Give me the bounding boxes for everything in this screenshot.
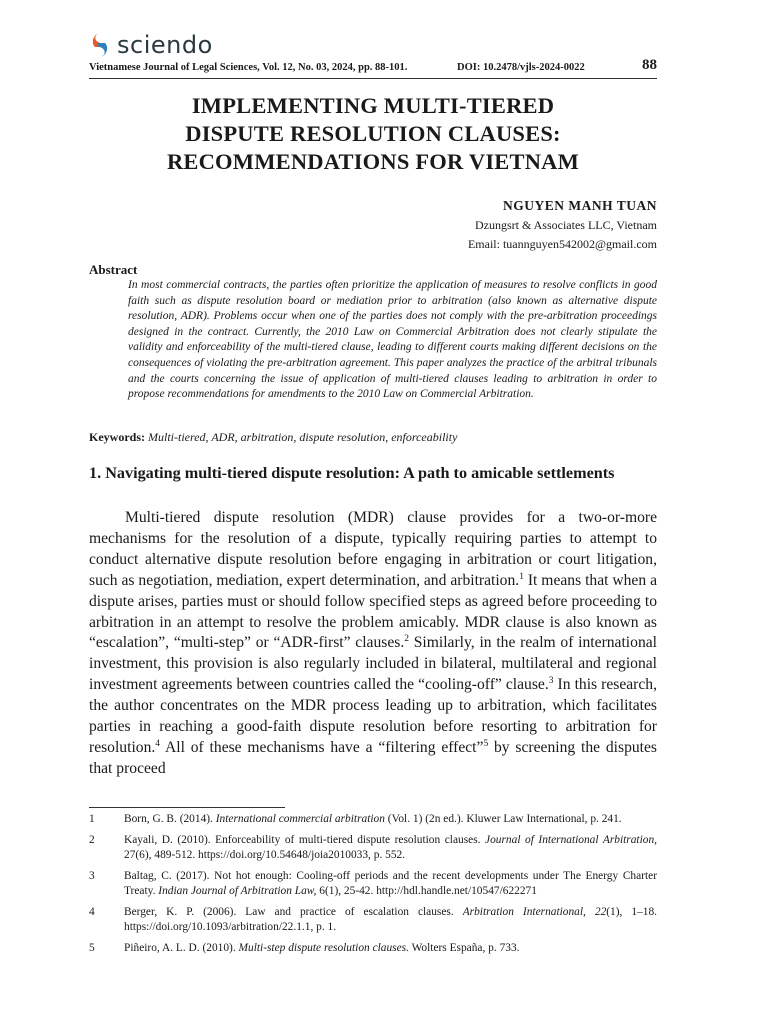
running-header: [89, 57, 657, 76]
sciendo-mark-icon: [89, 30, 111, 60]
footnote-ref[interactable]: 4: [155, 738, 161, 749]
footnote-segment: Piñeiro, A. L. D. (2010).: [124, 941, 239, 954]
title-line: RECOMMENDATIONS FOR VIETNAM: [166, 149, 580, 174]
paragraph-text: In this research, the author concentrates on the MDR process leading up to arbitration, which facilitates parties in reaching a good-faith dispute resolution before resorting to arbitration for resolution.: [89, 676, 657, 756]
doi-link[interactable]: DOI: 10.2478/vjls-2024-0022: [457, 62, 585, 73]
footnote-text: [124, 833, 657, 864]
footnote-title: Arbitration International, 22: [462, 905, 607, 918]
footnote-segment: Baltag, C. (2017). Not hot enough: Cooling-off periods and the recent developments under The Energy Charter Treaty.: [124, 869, 657, 897]
keywords-label: Keywords:: [89, 430, 145, 444]
footnote: [89, 905, 657, 936]
paragraph-text: Similarly, in the realm of international investment, this provision is also regularly included in bilateral, multilateral and regional investment agreements between countries called the “cooling-off” clause.: [89, 634, 657, 694]
title-line: DISPUTE RESOLUTION CLAUSES:: [185, 121, 561, 146]
footnote: [89, 812, 657, 828]
footnote-rule: [89, 807, 285, 808]
footnote-number: 4: [89, 905, 95, 918]
paragraph-text: All of these mechanisms have a “filtering effect”: [160, 738, 484, 756]
body-paragraph: [89, 508, 657, 780]
author-email[interactable]: Email: tuannguyen542002@gmail.com: [467, 237, 657, 251]
footnote-number: 5: [89, 941, 95, 954]
footnote: [89, 941, 657, 957]
footnote-title: Journal of International Arbitration,: [485, 833, 657, 846]
footnote-segment: 6(1), 25-42. http://hdl.handle.net/10547/622271: [316, 885, 537, 897]
footnote-text: [124, 812, 657, 828]
paragraph-text: Multi-tiered dispute resolution (MDR) clause provides for a two-or-more mechanisms for the resolution of a dispute, typically requiring parties to attempt to conduct alternative dispute resolution before engaging in arbitration or court litigation, such as negotiation, mediation, expert determination, and arbitration.: [89, 509, 657, 589]
footnote-segment: (1), 1–18. https://doi.org/10.1093/arbitration/22.1.1, p. 1.: [124, 905, 658, 933]
footnote-ref[interactable]: 1: [519, 571, 524, 582]
footnote-text: [124, 941, 657, 957]
paragraph-text: by screening the disputes that proceed: [89, 738, 657, 777]
footnote-ref[interactable]: 2: [404, 634, 409, 645]
page-number: 88: [642, 57, 657, 73]
header-rule: [89, 78, 657, 79]
footnote: [89, 869, 657, 900]
keywords-value: Multi-tiered, ADR, arbitration, dispute resolution, enforceability: [148, 430, 458, 444]
article-title: [89, 92, 657, 176]
author-block: [468, 196, 657, 254]
footnote-ref[interactable]: 5: [483, 738, 489, 749]
footnote-number: 3: [89, 869, 95, 882]
footnote: [89, 833, 657, 864]
paragraph-text: It means that when a dispute arises, parties must or should follow specified steps as agreed before proceeding to arbitration in an attempt to resolve the problem amicably. MDR clause is also known as “escalation”, “multi-step” or “ADR-first” clauses.: [89, 571, 657, 652]
footnote-title: Indian Journal of Arbitration Law,: [158, 885, 317, 897]
footnotes: [89, 812, 657, 961]
footnote-ref[interactable]: 3: [548, 676, 554, 687]
footnote-segment: Born, G. B. (2014).: [124, 813, 216, 825]
sciendo-logo: [89, 30, 213, 60]
publisher-name: sciendo: [117, 31, 213, 59]
footnote-text: [124, 905, 657, 936]
footnote-segment: 27(6), 489-512. https://doi.org/10.54648/joia2010033, p. 552.: [124, 849, 406, 861]
abstract-text: In most commercial contracts, the parties often prioritize the application of measures to resolve conflicts in good faith such as dispute resolution board or mediation prior to arbitration (also known as alternative dispute resolution, ADR). Problems occur when one of the parties does not comply with the pre-arbitration proceedings designed in the contract. Currently, the 2010 Law on Commercial Arbitration does not clearly stipulate the validity and enforceability of the multi-tiered clause, leading to different courts making different decisions on the consequences of violating the pre-arbitration agreement. This paper analyzes the practice of the arbitral tribunals and the courts concerning the issue of application of multi-tiered clauses leading to arbitration in order to propose recommendations for amendments to the 2010 Law on Commercial Arbitration.: [128, 279, 657, 401]
footnote-segment: Kayali, D. (2010). Enforceability of multi-tiered dispute resolution clauses.: [124, 833, 486, 846]
title-line: IMPLEMENTING MULTI-TIERED: [191, 93, 555, 118]
author-name: NGUYEN MANH TUAN: [502, 198, 657, 213]
footnote-title: International commercial arbitration: [215, 813, 385, 825]
author-affiliation: Dzungsrt & Associates LLC, Vietnam: [474, 218, 657, 232]
abstract-label: Abstract: [89, 262, 138, 277]
footnote-segment: Berger, K. P. (2006). Law and practice of escalation clauses.: [124, 905, 463, 918]
footnote-title: Multi-step dispute resolution clauses.: [238, 941, 409, 954]
footnote-number: 1: [89, 813, 95, 825]
keywords: [89, 429, 657, 445]
footnote-segment: (Vol. 1) (2n ed.). Kluwer Law International, p. 241.: [384, 813, 622, 825]
section-heading: 1. Navigating multi-tiered dispute resolution: A path to amicable settlements: [89, 464, 615, 482]
footnote-number: 2: [89, 833, 95, 846]
footnote-segment: Wolters España, p. 733.: [408, 941, 520, 954]
footnote-text: [124, 869, 657, 900]
journal-citation: Vietnamese Journal of Legal Sciences, Vol. 12, No. 03, 2024, pp. 88-101.: [89, 62, 408, 73]
